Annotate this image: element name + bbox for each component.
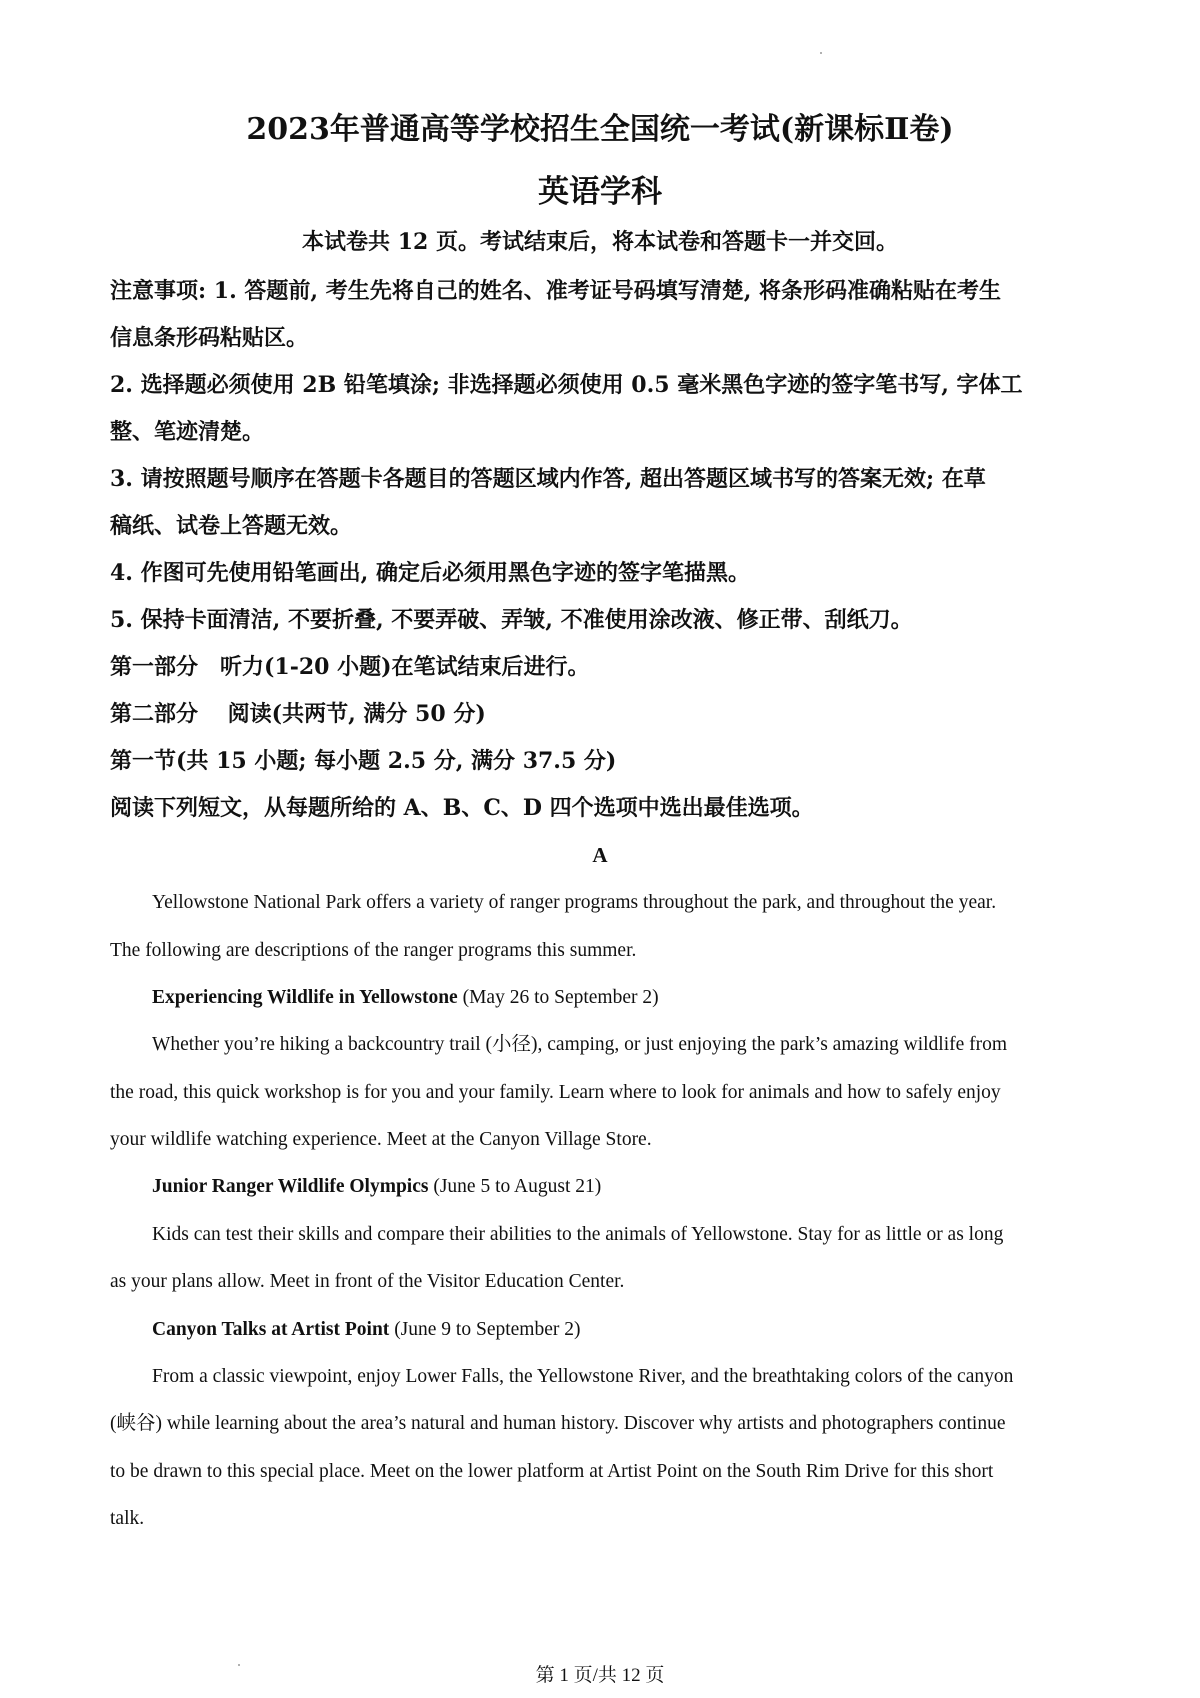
passage-label: A [592, 843, 608, 867]
program-1-heading [152, 985, 1142, 1011]
exam-intro: 本试卷共 12 页。考试结束后，将本试卷和答题卡一并交回。 [302, 229, 898, 255]
note-line-2: 2. 选择题必须使用 2B 铅笔填涂; 非选择题必须使用 0.5 毫米黑色字迹的签字笔书写, 字体工 [110, 372, 1023, 398]
program-2-line-2: as your plans allow. Meet in front of the Visitor Education Center. [110, 1271, 625, 1292]
program-3-dates: (June 9 to September 2) [389, 1319, 581, 1340]
program-3-line-4: talk. [110, 1508, 145, 1529]
passage-intro-line-2: The following are descriptions of the ranger programs this summer. [110, 940, 637, 961]
passage-intro-line-1: Yellowstone National Park offers a variety of ranger programs throughout the park, and throughout the year. [152, 892, 997, 913]
note-line-5: 5. 保持卡面清洁, 不要折叠, 不要弄破、弄皱, 不准使用涂改液、修正带、刮纸刀。 [110, 607, 913, 633]
program-1-line-2: the road, this quick workshop is for you and your family. Learn where to look for animals and how to safely enjoy [110, 1082, 1001, 1103]
note-line-1b: 信息条形码粘贴区。 [110, 325, 309, 351]
program-1-dates: (May 26 to September 2) [457, 987, 659, 1008]
exam-title: 2023年普通高等学校招生全国统一考试(新课标Ⅱ卷) [246, 112, 954, 147]
note-line-1: 注意事项: 1. 答题前, 考生先将自己的姓名、准考证号码填写清楚, 将条形码准确粘贴在考生 [110, 278, 1002, 304]
program-1-line-1: Whether you’re hiking a backcountry trail (小径), camping, or just enjoying the park’s amazing wildlife from [152, 1034, 1008, 1055]
subject-title: 英语学科 [538, 174, 662, 210]
program-2-dates: (June 5 to August 21) [428, 1176, 602, 1197]
section-one-heading: 第一节(共 15 小题; 每小题 2.5 分, 满分 37.5 分) [110, 748, 617, 774]
note-line-4: 4. 作图可先使用铅笔画出, 确定后必须用黑色字迹的签字笔描黑。 [110, 560, 750, 586]
program-1-line-3: your wildlife watching experience. Meet at the Canyon Village Store. [110, 1129, 652, 1150]
note-line-3b: 稿纸、试卷上答题无效。 [110, 513, 353, 539]
scan-speck [820, 52, 822, 54]
part-one-heading: 第一部分 听力(1-20 小题)在笔试结束后进行。 [110, 654, 590, 680]
part-two-heading: 第二部分 阅读(共两节, 满分 50 分) [110, 701, 486, 727]
program-3-heading [152, 1317, 1142, 1343]
note-line-3: 3. 请按照题号顺序在答题卡各题目的答题区域内作答, 超出答题区域书写的答案无效; 在草 [110, 466, 986, 492]
program-2-heading [152, 1174, 1142, 1200]
reading-instruction: 阅读下列短文，从每题所给的 A、B、C、D 四个选项中选出最佳选项。 [110, 795, 814, 821]
program-2-title: Junior Ranger Wildlife Olympics [152, 1176, 429, 1197]
program-3-title: Canyon Talks at Artist Point [152, 1319, 390, 1340]
page-number: 第 1 页/共 12 页 [535, 1665, 665, 1686]
program-3-line-1: From a classic viewpoint, enjoy Lower Falls, the Yellowstone River, and the breathtaking colors of the canyon [152, 1366, 1014, 1387]
note-line-2b: 整、笔迹清楚。 [110, 419, 265, 445]
program-3-line-2: (峡谷) while learning about the area’s natural and human history. Discover why artists and photographers continue [110, 1413, 1006, 1434]
program-3-line-3: to be drawn to this special place. Meet on the lower platform at Artist Point on the South Rim Drive for this short [110, 1461, 994, 1482]
program-2-line-1: Kids can test their skills and compare their abilities to the animals of Yellowstone. Stay for as little or as long [152, 1224, 1004, 1245]
program-1-title: Experiencing Wildlife in Yellowstone [152, 987, 458, 1008]
